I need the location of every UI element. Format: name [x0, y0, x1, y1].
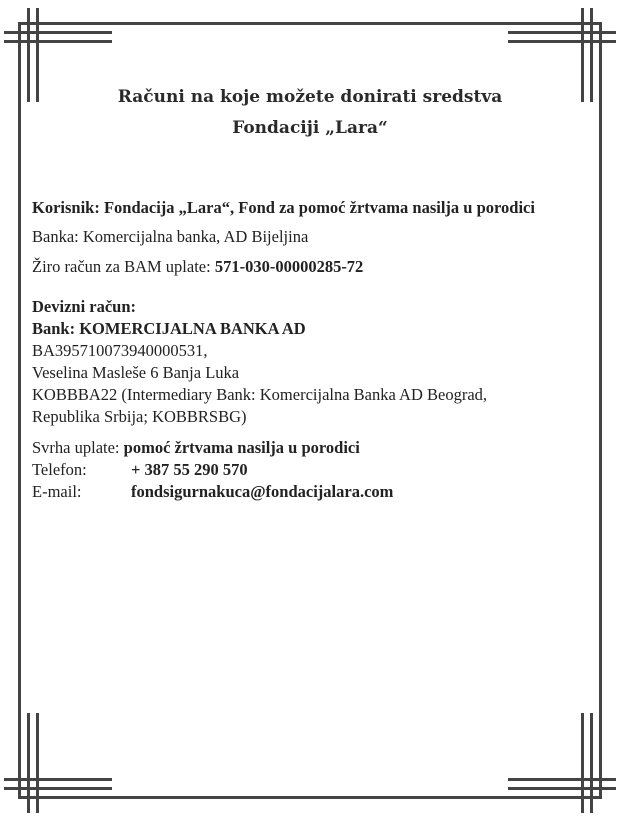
- payment-purpose: [32, 438, 360, 458]
- corner-ornament-top-right: [508, 31, 616, 34]
- frame-top-border: [18, 22, 602, 25]
- corner-ornament-bottom-right: [508, 778, 616, 781]
- email-value: fondsigurnakuca@fondacijalara.com: [131, 482, 394, 501]
- swift-line-1: KOBBBA22 (Intermediary Bank: Komercijalna Banka AD Beograd,: [32, 385, 488, 404]
- corner-ornament-bottom-left: [4, 778, 112, 781]
- phone-row: [32, 460, 248, 480]
- foreign-bank-name: Bank: KOMERCIJALNA BANKA AD: [32, 319, 306, 338]
- email-label: E-mail:: [32, 482, 82, 501]
- frame-left-border: [18, 22, 21, 799]
- corner-ornament-bottom-left: [27, 713, 30, 813]
- corner-ornament-top-right: [508, 40, 616, 43]
- corner-ornament-top-left: [4, 31, 112, 34]
- bam-account-number: 571-030-00000285-72: [214, 257, 364, 276]
- foreign-account-heading: Devizni račun:: [32, 297, 137, 316]
- corner-ornament-bottom-right: [590, 713, 593, 813]
- corner-ornament-bottom-right: [581, 713, 584, 813]
- corner-ornament-bottom-left: [36, 713, 39, 813]
- frame-right-border: [599, 22, 602, 799]
- heading-line-2: Fondaciji „Lara“: [232, 118, 388, 138]
- phone-label: Telefon:: [32, 460, 87, 479]
- frame-bottom-border: [18, 796, 602, 799]
- bam-account-label: Žiro račun za BAM uplate:: [32, 257, 211, 276]
- corner-ornament-bottom-right: [508, 787, 616, 790]
- heading-line-1: Računi na koje možete donirati sredstva: [117, 87, 503, 107]
- iban: BA395710073940000531,: [32, 341, 208, 360]
- payment-purpose-value: pomoć žrtvama nasilja u porodici: [123, 438, 360, 457]
- email-row: [32, 482, 393, 502]
- corner-ornament-top-left: [4, 40, 112, 43]
- bank-name: Banka: Komercijalna banka, AD Bijeljina: [32, 227, 309, 246]
- bam-account: [32, 257, 363, 277]
- corner-ornament-bottom-left: [4, 787, 112, 790]
- payment-purpose-label: Svrha uplate:: [32, 438, 120, 457]
- phone-value: + 387 55 290 570: [131, 460, 248, 479]
- bank-address: Veselina Masleše 6 Banja Luka: [32, 363, 240, 382]
- swift-line-2: Republika Srbija; KOBBRSBG): [32, 407, 247, 426]
- beneficiary-name: Korisnik: Fondacija „Lara“, Fond za pomoć žrtvama nasilja u porodici: [32, 198, 535, 217]
